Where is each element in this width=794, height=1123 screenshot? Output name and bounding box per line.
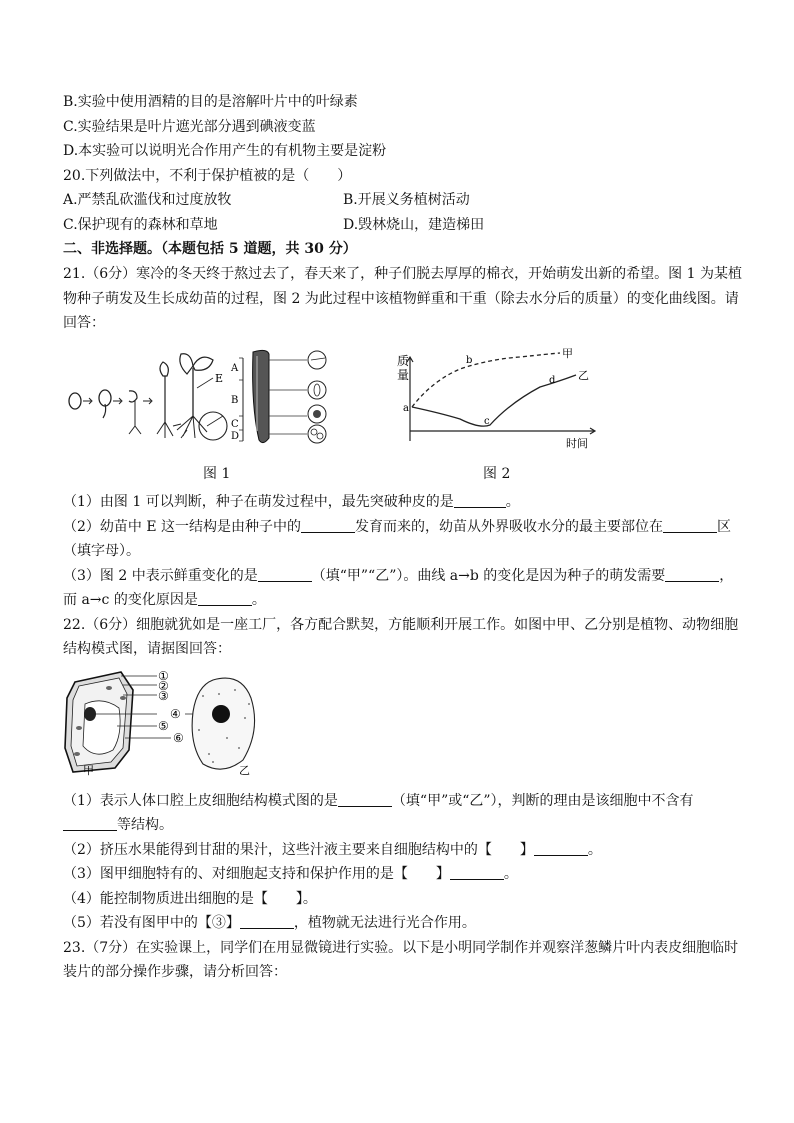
q22-sub2-text: （2）挤压水果能得到甘甜的果汁，这些汁液主要来自细胞结构中的【 】 <box>63 842 534 858</box>
answer-blank[interactable] <box>450 865 504 880</box>
cell-label-jia: 甲 <box>83 764 94 777</box>
q22-sub1 <box>63 792 694 810</box>
q20-option-c: C.保护现有的森林和草地 <box>63 217 218 233</box>
q19-option-c: C.实验结果是叶片遮光部分遇到碘液变蓝 <box>63 119 316 135</box>
answer-blank[interactable] <box>63 816 117 831</box>
cell-label-5: ⑤ <box>158 719 169 733</box>
answer-blank[interactable] <box>198 591 252 606</box>
q22-stem-line1: 22.（6分）细胞就犹如是一座工厂，各方配合默契，方能顺利开展工作。如图中甲、乙分别是植物、动物细胞 <box>63 617 739 633</box>
q20-stem: 20.下列做法中，不利于保护植被的是（ ） <box>63 168 352 184</box>
answer-blank[interactable] <box>663 518 717 533</box>
q23-stem-line2: 装片的部分操作步骤，请分析回答： <box>63 964 287 980</box>
q22-sub2-end: 。 <box>587 842 602 858</box>
q20-option-d: D.毁林烧山，建造梯田 <box>343 217 485 233</box>
q20-option-b: B.开展义务植树活动 <box>343 192 470 208</box>
answer-blank[interactable] <box>534 841 588 856</box>
q21-stem-line3: 回答： <box>63 315 105 331</box>
fig1-label-d: D <box>231 431 240 442</box>
fig2-series-yi: 乙 <box>578 369 589 382</box>
section-title: 二、非选择题。（本题包括 5 道题，共 30 分） <box>63 241 357 257</box>
fig2-point-d: d <box>549 375 556 386</box>
q21-sub3-comma: ， <box>719 568 734 584</box>
fig2-ylabel-1: 质 <box>397 354 410 368</box>
q22-sub3 <box>63 865 518 883</box>
q22-sub5-text: （5）若没有图甲中的【③】 <box>63 915 240 931</box>
fig2-point-c: c <box>484 416 490 427</box>
fig2-series-jia: 甲 <box>562 347 573 360</box>
fig1-label-b: B <box>231 395 239 406</box>
q19-option-b: B.实验中使用酒精的目的是溶解叶片中的叶绿素 <box>63 94 358 110</box>
q22-sub3-end: 。 <box>503 866 518 882</box>
fig2-xlabel: 时间 <box>566 437 588 450</box>
q22-sub1-text2: （填“甲”或“乙”），判断的理由是该细胞中不含有 <box>391 793 694 809</box>
q21-sub3-end: 。 <box>251 592 266 608</box>
cell-label-yi: 乙 <box>239 764 250 777</box>
cell-label-4: ④ <box>170 707 181 721</box>
series-jia-curve <box>412 353 560 407</box>
q22-sub2 <box>63 841 602 859</box>
q21-stem-line2: 物种子萌发及生长成幼苗的过程，图 2 为此过程中该植物鲜重和干重（除去水分后的质量）的变化曲线图。请 <box>63 291 739 307</box>
cell-label-3: ③ <box>158 689 169 703</box>
q21-sub1-text: （1）由图 1 可以判断，种子在萌发过程中，最先突破种皮的是 <box>63 494 454 510</box>
q22-sub5-end: ，植物就无法进行光合作用。 <box>293 915 476 931</box>
fig2-point-a: a <box>403 403 409 414</box>
answer-blank[interactable] <box>665 567 719 582</box>
q21-sub2-note: （填字母）。 <box>63 543 140 559</box>
fig2-point-b: b <box>466 355 473 366</box>
q19-option-d: D.本实验可以说明光合作用产生的有机物主要是淀粉 <box>63 143 387 159</box>
q21-sub2-end: 区 <box>717 519 732 535</box>
q21-sub1 <box>63 493 520 511</box>
q22-sub3-text: （3）图甲细胞特有的、对细胞起支持和保护作用的是【 】 <box>63 866 450 882</box>
figure-1-caption: 图 1 <box>203 466 231 482</box>
q22-sub4: （4）能控制物质进出细胞的是【 】。 <box>63 891 317 907</box>
fig2-ylabel-2: 量 <box>397 368 410 382</box>
q22-sub5 <box>63 914 476 932</box>
q21-sub3-text3: 而 a→c 的变化原因是 <box>63 592 198 608</box>
q23-stem-line1: 23.（7分）在实验课上，同学们在用显微镜进行实验。以下是小明同学制作并观察洋葱鳞片叶内表皮细胞临时 <box>63 940 739 956</box>
q20-option-a: A.严禁乱砍滥伐和过度放牧 <box>63 192 232 208</box>
q22-sub1-end: 等结构。 <box>117 817 173 833</box>
figure-1-germination <box>63 346 353 451</box>
cell-label-2: ② <box>158 679 169 693</box>
q21-sub2 <box>63 518 731 536</box>
fig1-label-e: E <box>215 372 224 385</box>
q21-sub3-text2: （填“甲”“乙”）。曲线 a→b 的变化是因为种子的萌发需要 <box>311 568 666 584</box>
answer-blank[interactable] <box>301 518 355 533</box>
q21-stem-line1: 21.（6分）寒冷的冬天终于熬过去了，春天来了，种子们脱去厚厚的棉衣，开始萌发出新的希望。图 1 为某植 <box>63 266 742 282</box>
q21-sub3 <box>63 567 733 585</box>
figure-cells <box>63 668 263 778</box>
q21-sub2-text2: 发育而来的，幼苗从外界吸收水分的最主要部位在 <box>355 519 664 535</box>
answer-blank[interactable] <box>240 914 294 929</box>
answer-blank[interactable] <box>258 567 312 582</box>
figure-2-caption: 图 2 <box>483 466 511 482</box>
fig1-label-a: A <box>231 363 239 374</box>
q21-sub1-end: 。 <box>505 494 520 510</box>
answer-blank[interactable] <box>338 792 392 807</box>
q21-sub3-cont <box>63 591 266 609</box>
answer-blank[interactable] <box>454 493 506 508</box>
q22-sub1-cont <box>63 816 173 834</box>
cell-label-6: ⑥ <box>173 731 184 745</box>
q20-options-row1 <box>63 191 232 209</box>
q22-sub1-text: （1）表示人体口腔上皮细胞结构模式图的是 <box>63 793 338 809</box>
q21-sub2-text: （2）幼苗中 E 这一结构是由种子中的 <box>63 519 302 535</box>
cell-label-1: ① <box>158 669 169 683</box>
figure-2-mass-chart <box>390 343 602 451</box>
q21-sub3-text: （3）图 2 中表示鲜重变化的是 <box>63 568 258 584</box>
fig1-label-c: C <box>231 419 239 430</box>
q22-stem-line2: 结构模式图，请据图回答： <box>63 641 231 657</box>
